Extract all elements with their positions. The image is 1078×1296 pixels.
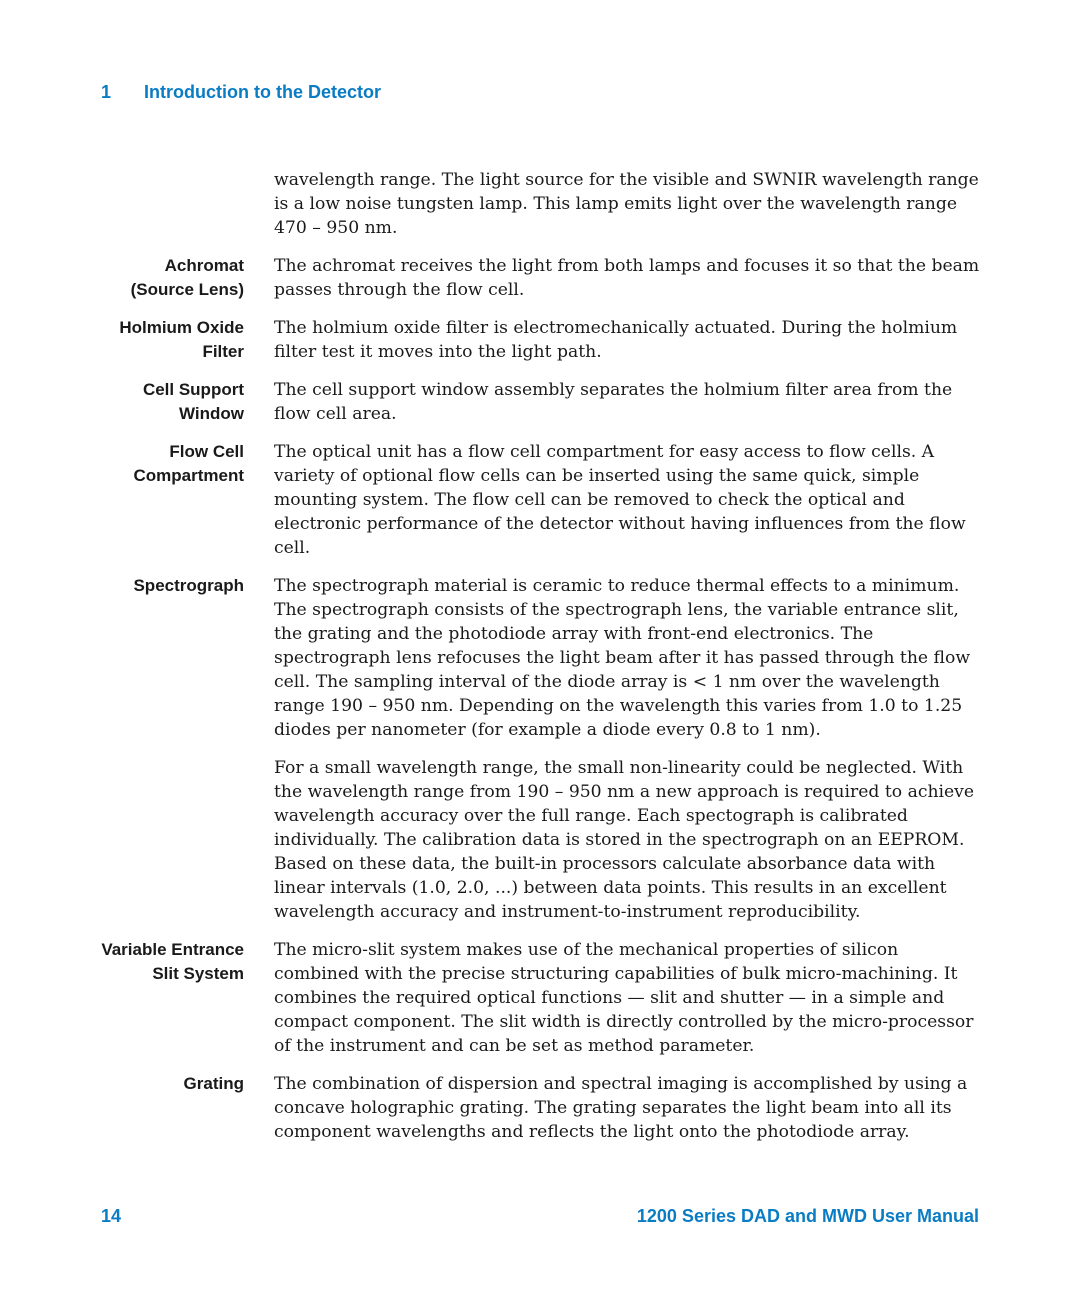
- section-body: [274, 1072, 986, 1144]
- manual-title: 1200 Series DAD and MWD User Manual: [636, 1206, 979, 1226]
- section-label: Achromat (Source Lens): [130, 256, 244, 299]
- section-spectrograph: [0, 574, 1078, 924]
- section-label: Flow Cell Compartment: [133, 442, 244, 485]
- section-variable-entrance-slit: [0, 938, 1078, 1058]
- section-label: Spectrograph: [133, 576, 244, 595]
- section-label: Grating: [183, 1074, 244, 1093]
- paragraph: The combination of dispersion and spectral imaging is accomplished by using a concave holographic grating. The grating separates the light beam into all its component wavelengths and reflects the light onto the photodiode array.: [274, 1074, 968, 1142]
- chapter-number: 1: [101, 82, 112, 102]
- section-achromat: [0, 254, 1078, 302]
- paragraph: The cell support window assembly separates the holmium filter area from the flow cell area.: [274, 380, 953, 424]
- page-content: [0, 168, 1078, 1158]
- chapter-title: Introduction to the Detector: [144, 82, 381, 102]
- running-footer: [101, 1206, 979, 1227]
- section-label: Holmium Oxide Filter: [119, 318, 244, 361]
- section-grating: [0, 1072, 1078, 1144]
- paragraph: The micro-slit system makes use of the mechanical properties of silicon combined with the precise structuring capabilities of bulk micro-machining. It combines the required optical functions — slit and shutter — in a simple and compact component. The slit width is directly controlled by the micro-processor of the instrument and can be set as method parameter.: [274, 940, 974, 1056]
- running-header: [101, 82, 381, 103]
- paragraph: For a small wavelength range, the small non-linearity could be neglected. With the wavelength range from 190 – 950 nm a new approach is required to achieve wavelength accuracy over the full range. Each spectograph is calibrated individually. The calibration data is stored in the spectrograph on an EEPROM. Based on these data, the built-in processors calculate absorbance data with linear intervals (1.0, 2.0, ...) between data points. This results in an excellent wavelength accuracy and instrument-to-instrument reproducibility.: [274, 758, 975, 922]
- section-body: [274, 254, 986, 302]
- paragraph: The achromat receives the light from both lamps and focuses it so that the beam passes through the flow cell.: [274, 256, 980, 300]
- section-body: [274, 574, 986, 924]
- section-label: Cell Support Window: [142, 380, 244, 423]
- section-label: Variable Entrance Slit System: [101, 940, 244, 983]
- section-cell-support-window: [0, 378, 1078, 426]
- paragraph: The holmium oxide filter is electromechanically actuated. During the holmium filter test it moves into the light path.: [274, 318, 958, 362]
- section-holmium-oxide-filter: [0, 316, 1078, 364]
- section-body: [274, 938, 986, 1058]
- section-body: [274, 316, 986, 364]
- paragraph: The optical unit has a flow cell compartment for easy access to flow cells. A variety of optional flow cells can be inserted using the same quick, simple mounting system. The flow cell can be removed to check the optical and electronic performance of the detector without having influences from the flow cell.: [274, 442, 966, 558]
- section-body: [274, 378, 986, 426]
- paragraph: The spectrograph material is ceramic to reduce thermal effects to a minimum. The spectrograph consists of the spectrograph lens, the variable entrance slit, the grating and the photodiode array with front-end electronics. The spectrograph lens refocuses the light beam after it has passed through the flow cell. The sampling interval of the diode array is < 1 nm over the wavelength range 190 – 950 nm. Depending on the wavelength this varies from 1.0 to 1.25 diodes per nanometer (for example a diode every 0.8 to 1 nm).: [274, 576, 971, 740]
- intro-paragraph: wavelength range. The light source for the visible and SWNIR wavelength range is a low noise tungsten lamp. This lamp emits light over the wavelength range 470 – 950 nm.: [274, 170, 979, 238]
- page-number: 14: [101, 1206, 122, 1226]
- section-body: [274, 440, 986, 560]
- section-flow-cell-compartment: [0, 440, 1078, 560]
